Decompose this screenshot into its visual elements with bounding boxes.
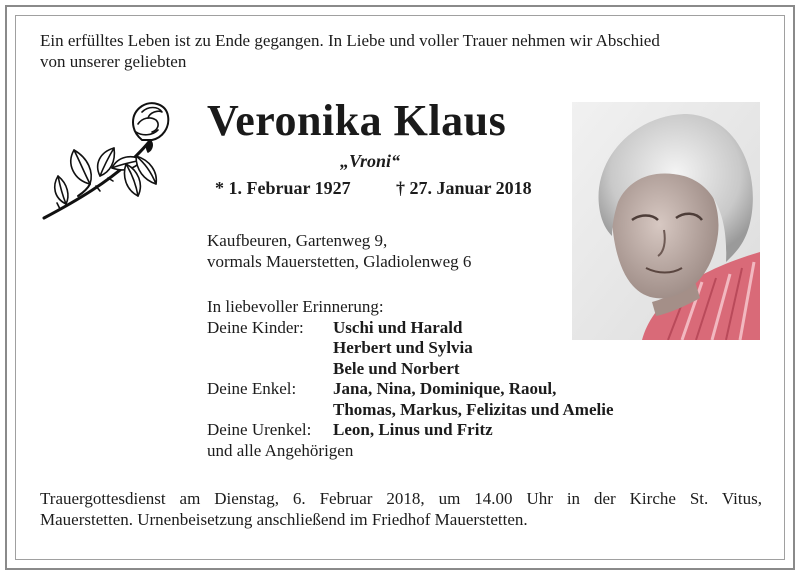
children-name: Uschi und Harald	[333, 317, 463, 337]
grandchildren-row	[207, 379, 614, 420]
deceased-name: Veronika Klaus	[207, 96, 507, 145]
children-name: Herbert und Sylvia	[333, 338, 473, 357]
mourners-closing: und alle Angehörigen	[207, 440, 354, 460]
mourners-heading: In liebevoller Erinnerung:	[207, 297, 384, 316]
children-row	[207, 318, 614, 380]
mourners-list	[207, 297, 614, 461]
children-names	[333, 318, 473, 380]
birth-date: * 1. Februar 1927	[215, 178, 351, 198]
great-grandchildren-label: Deine Urenkel:	[207, 420, 312, 439]
children-label: Deine Kinder:	[207, 317, 304, 337]
address	[207, 230, 471, 272]
address-line-2: vormals Mauerstetten, Gladiolenweg 6	[207, 252, 472, 271]
intro-line-2: von unserer geliebten	[40, 52, 187, 71]
grandchildren-names	[333, 379, 614, 420]
great-grandchildren-names: Leon, Linus und Fritz	[333, 420, 493, 439]
service-info	[40, 488, 762, 530]
intro-text	[40, 30, 760, 72]
great-grandchildren-row	[207, 420, 614, 441]
death-date: † 27. Januar 2018	[396, 178, 532, 198]
portrait-photo	[572, 102, 760, 340]
intro-line-1: Ein erfülltes Leben ist zu Ende gegangen. In Liebe und voller Trauer nehmen wir Abschied	[40, 31, 660, 50]
children-name: Bele und Norbert	[333, 358, 460, 378]
grandchildren-label: Deine Enkel:	[207, 379, 297, 398]
service-line-1: Trauergottesdienst am Dienstag, 6. Februar 2018, um 14.00 Uhr in der Kirche St. Vitus,	[40, 489, 762, 508]
address-line-1: Kaufbeuren, Gartenweg 9,	[207, 231, 388, 250]
service-line-2: Mauerstetten. Urnenbeisetzung anschließend im Friedhof Mauerstetten.	[40, 510, 528, 529]
grandchildren-line: Jana, Nina, Dominique, Raoul,	[333, 379, 557, 398]
nickname: „Vroni“	[340, 151, 401, 171]
rose-icon	[38, 100, 173, 230]
grandchildren-line: Thomas, Markus, Felizitas und Amelie	[333, 399, 614, 419]
